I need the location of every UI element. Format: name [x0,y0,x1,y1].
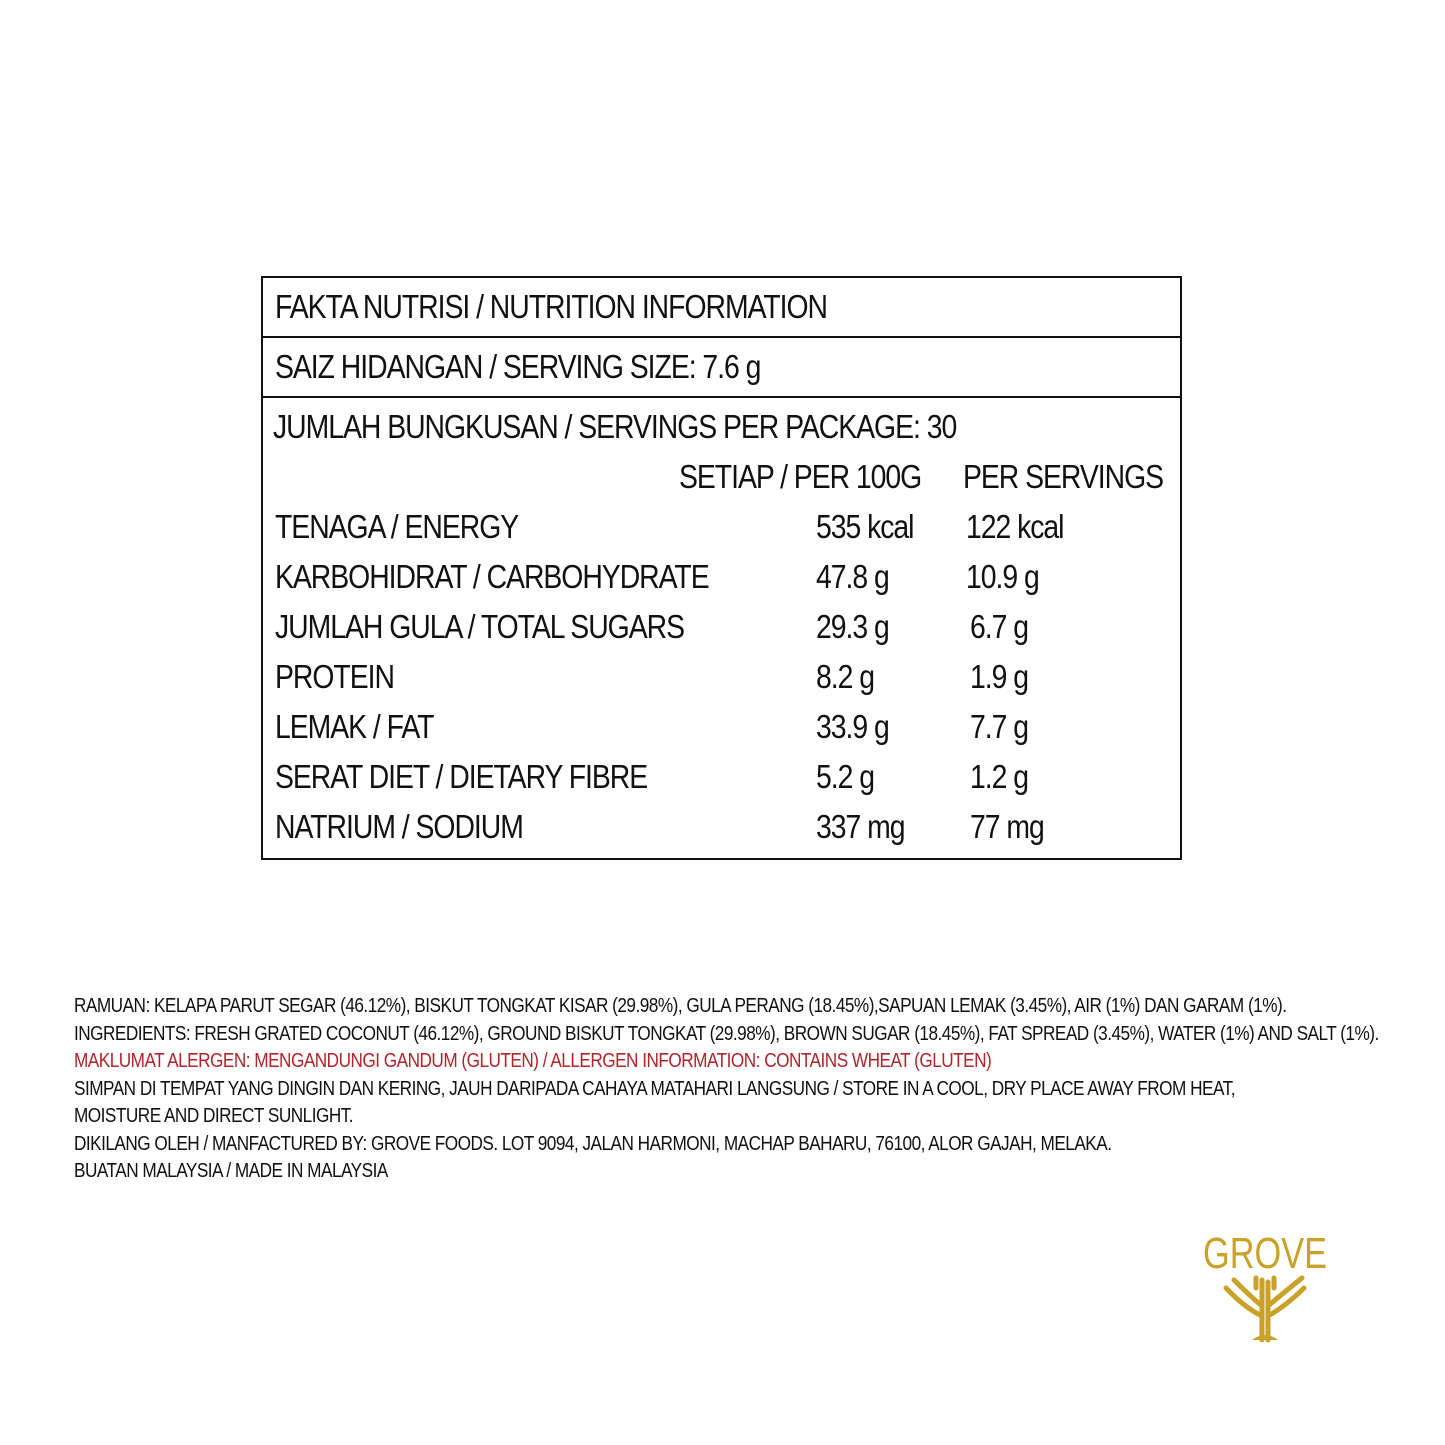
nutrient-perserving: 10.9 g [966,558,1039,595]
nutrient-row-sodium [263,808,1180,852]
origin-text: BUATAN MALAYSIA / MADE IN MALAYSIA [74,1160,388,1182]
nutrient-perserving: 1.2 g [970,758,1028,795]
nutrient-per100: 33.9 g [816,708,889,745]
nutrient-per100: 5.2 g [816,758,874,795]
nutrition-table [261,276,1182,860]
nutrient-row-dietary-fibre [263,758,1180,802]
nutrient-perserving: 77 mg [970,808,1044,845]
ingredients-text: INGREDIENTS: FRESH GRATED COCONUT (46.12%), GROUND BISKUT TONGKAT (29.98%), BROWN SUGAR (18.45%), FAT SPREAD (3.45%), WATER (1%) AND SALT (1%). [74,1022,1379,1045]
nutrient-label: JUMLAH GULA / TOTAL SUGARS [275,608,684,645]
serving-size-row [263,338,1180,398]
nutrient-row-total-sugars [263,608,1180,652]
grove-tree-icon [1190,1218,1340,1348]
storage-text-line-1: SIMPAN DI TEMPAT YANG DINGIN DAN KERING, JAUH DARIPADA CAHAYA MATAHARI LANGSUNG / STORE IN A COOL, DRY PLACE AWAY FROM HEAT, [74,1077,1235,1100]
nutrition-title-row [263,278,1180,338]
nutrient-label: NATRIUM / SODIUM [275,808,523,845]
nutrient-perserving: 122 kcal [966,508,1064,545]
nutrient-row-protein [263,658,1180,702]
nutrient-label: PROTEIN [275,658,394,695]
serving-size: SAIZ HIDANGAN / SERVING SIZE: 7.6 g [275,348,761,385]
nutrition-body [263,398,1180,858]
column-header-per-serving: PER SERVINGS [963,458,1164,495]
nutrient-row-energy [263,508,1180,552]
nutrient-label: TENAGA / ENERGY [275,508,519,545]
nutrient-per100: 535 kcal [816,508,914,545]
manufacturer-text: DIKILANG OLEH / MANFACTURED BY: GROVE FOODS. LOT 9094, JALAN HARMONI, MACHAP BAHARU, 76100, ALOR GAJAH, MELAKA. [74,1132,1112,1155]
nutrition-title: FAKTA NUTRISI / NUTRITION INFORMATION [275,288,828,325]
nutrient-label: SERAT DIET / DIETARY FIBRE [275,758,648,795]
grove-logo [1190,1218,1340,1348]
nutrient-per100: 47.8 g [816,558,889,595]
servings-per-package: JUMLAH BUNGKUSAN / SERVINGS PER PACKAGE: 30 [273,408,957,445]
column-header-per-100g: SETIAP / PER 100G [679,458,922,495]
allergen-text: MAKLUMAT ALERGEN: MENGANDUNGI GANDUM (GLUTEN) / ALLERGEN INFORMATION: CONTAINS WHEAT (GLUTEN) [74,1050,992,1072]
product-notes [74,993,1414,1186]
nutrient-perserving: 7.7 g [970,708,1028,745]
ramuan-text: RAMUAN: KELAPA PARUT SEGAR (46.12%), BISKUT TONGKAT KISAR (29.98%), GULA PERANG (18.45%),SAPUAN LEMAK (3.45%), AIR (1%) DAN GARAM (1%). [74,995,1287,1017]
nutrient-row-carbohydrate [263,558,1180,602]
nutrient-per100: 8.2 g [816,658,874,695]
nutrient-per100: 337 mg [816,808,905,845]
nutrient-row-fat [263,708,1180,752]
nutrient-per100: 29.3 g [816,608,889,645]
nutrient-perserving: 1.9 g [970,658,1028,695]
logo-wordmark: GROVE [1203,1228,1327,1279]
nutrient-perserving: 6.7 g [970,608,1028,645]
nutrient-label: KARBOHIDRAT / CARBOHYDRATE [275,558,709,595]
nutrient-label: LEMAK / FAT [275,708,434,745]
storage-text-line-2: MOISTURE AND DIRECT SUNLIGHT. [74,1105,354,1127]
